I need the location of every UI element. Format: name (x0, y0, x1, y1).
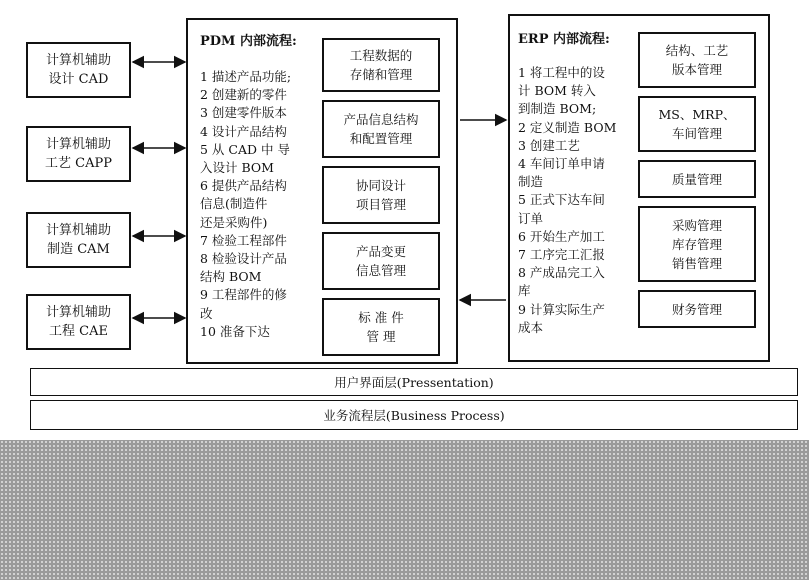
erp-module-structure-version: 结构、工艺 版本管理 (638, 32, 756, 88)
cad-box: 计算机辅助 设计 CAD (26, 42, 131, 98)
pdm-module-collab-design: 协同设计 项目管理 (322, 166, 440, 224)
erp-title: ERP 内部流程: (518, 32, 610, 47)
noise-area (0, 440, 809, 580)
erp-module-finance: 财务管理 (638, 290, 756, 328)
erp-steps: 1 将工程中的设 计 BOM 转入 到制造 BOM; 2 定义制造 BOM 3 创建工艺 4 车间订单申请 制造 5 正式下达车间 订单 6 开始生产加工 7 工序完工汇报 8 产成品完工入 库 9 计算实际生产 成本 (518, 65, 617, 335)
cam-box: 计算机辅助 制造 CAM (26, 212, 131, 268)
pdm-title: PDM 内部流程: (200, 34, 297, 49)
pdm-module-standard-parts: 标 准 件 管 理 (322, 298, 440, 356)
cae-box: 计算机辅助 工程 CAE (26, 294, 131, 350)
erp-module-purchase-inventory-sales: 采购管理 库存管理 销售管理 (638, 206, 756, 282)
presentation-layer-label: 用户界面层(Pressentation) (334, 375, 494, 390)
capp-box: 计算机辅助 工艺 CAPP (26, 126, 131, 182)
pdm-module-change-info: 产品变更 信息管理 (322, 232, 440, 290)
pdm-module-structure-config: 产品信息结构 和配置管理 (322, 100, 440, 158)
pdm-module-data-storage: 工程数据的 存储和管理 (322, 38, 440, 92)
business-process-layer-label: 业务流程层(Business Process) (323, 408, 505, 423)
presentation-layer (30, 368, 798, 396)
pdm-steps: 1 描述产品功能; 2 创建新的零件 3 创建零件版本 4 设计产品结构 5 从 CAD 中 导 入设计 BOM 6 提供产品结构 信息(制造件 还是采购件) 7 检验工程部件 8 检验设计产品 结构 BOM 9 工程部件的修 改 10 准备下达 (200, 69, 292, 339)
business-process-layer (30, 400, 798, 430)
erp-module-quality: 质量管理 (638, 160, 756, 198)
erp-module-ms-mrp: MS、MRP、 车间管理 (638, 96, 756, 152)
